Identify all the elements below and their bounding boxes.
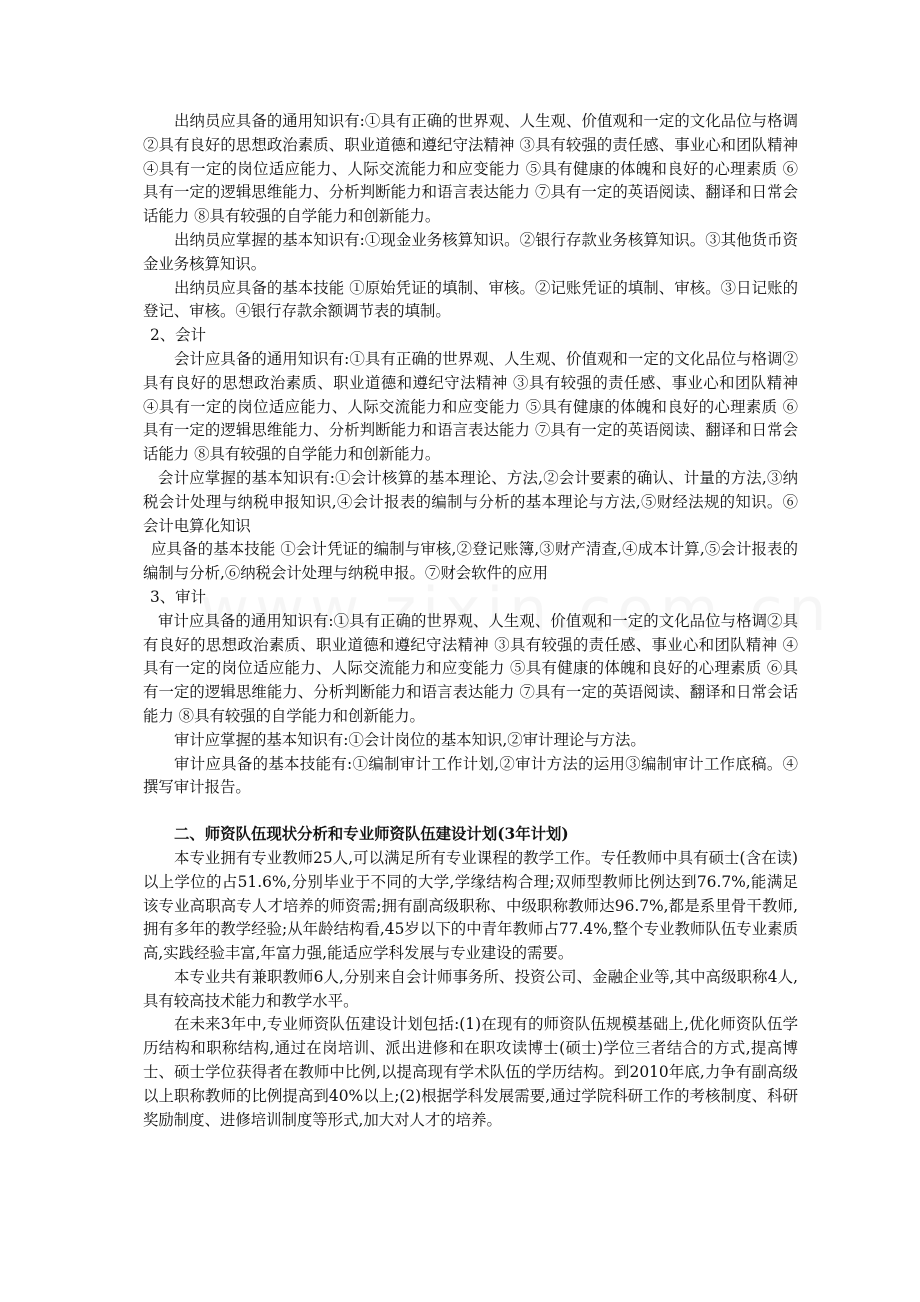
document-page bbox=[143, 110, 798, 1132]
cashier-basic-knowledge: 出纳员应掌握的基本知识有:①现金业务核算知识。②银行存款业务核算知识。③其他货币资金业务核算知识。 bbox=[143, 230, 798, 273]
audit-heading: 3、审计 bbox=[150, 587, 206, 606]
faculty-paragraph-3: 在未来3年中,专业师资队伍建设计划包括:(1)在现有的师资队伍规模基础上,优化师资队伍学历结构和职称结构,通过在岗培训、派出进修和在职攻读博士(硕士)学位三者结合的方式,提高博士、硕士学位获得者在教师中比例,以提高现有学术队伍的学历结构。到2010年底,力争有副高级以上职称教师的比例提高到40%以上;(2)根据学科发展需要,通过学院科研工作的考核制度、科研奖励制度、进修培训制度等形式,加大对人才的培养。 bbox=[143, 1015, 798, 1129]
audit-basic-skills: 审计应具备的基本技能有:①编制审计工作计划,②审计方法的运用③编制审计工作底稿。④撰写审计报告。 bbox=[143, 754, 798, 797]
faculty-section-title: 二、师资队伍现状分析和专业师资队伍建设计划(3年计划) bbox=[174, 825, 569, 844]
cashier-basic-skills: 出纳员应具备的基本技能 ①原始凭证的填制、审核。②记账凭证的填制、审核。③日记账的登记、审核。④银行存款余额调节表的填制。 bbox=[143, 278, 798, 321]
accounting-general-knowledge: 会计应具备的通用知识有:①具有正确的世界观、人生观、价值观和一定的文化品位与格调②具有良好的思想政治素质、职业道德和遵纪守法精神 ③具有较强的责任感、事业心和团队精神 ④具有一定的岗位适应能力、人际交流能力和应变能力 ⑤具有健康的体魄和良好的心理素质 ⑥具有一定的逻辑思维能力、分析判断能力和语言表达能力 ⑦具有一定的英语阅读、翻译和日常会话能力 ⑧具有较强的自学能力和创新能力。 bbox=[143, 349, 798, 464]
section-gap bbox=[143, 800, 798, 823]
audit-general-knowledge: 审计应具备的通用知识有:①具有正确的世界观、人生观、价值观和一定的文化品位与格调②具有良好的思想政治素质、职业道德和遵纪守法精神 ③具有较强的责任感、事业心和团队精神 ④具有一定的岗位适应能力、人际交流能力和应变能力 ⑤具有健康的体魄和良好的心理素质 ⑥具有一定的逻辑思维能力、分析判断能力和语言表达能力 ⑦具有一定的英语阅读、翻译和日常会话能力 ⑧具有较强的自学能力和创新能力。 bbox=[143, 611, 798, 725]
accounting-basic-skills: 应具备的基本技能 ①会计凭证的编制与审核,②登记账簿,③财产清查,④成本计算,⑤会计报表的编制与分析,⑥纳税会计处理与纳税申报。⑦财会软件的应用 bbox=[143, 540, 798, 583]
audit-basic-knowledge: 审计应掌握的基本知识有:①会计岗位的基本知识,②审计理论与方法。 bbox=[174, 730, 646, 749]
accounting-heading: 2、会计 bbox=[150, 326, 206, 345]
faculty-paragraph-2: 本专业共有兼职教师6人,分别来自会计师事务所、投资公司、金融企业等,其中高级职称4人,具有较高技术能力和教学水平。 bbox=[143, 967, 798, 1010]
faculty-paragraph-1: 本专业拥有专业教师25人,可以满足所有专业课程的教学工作。专任教师中具有硕士(含在读)以上学位的占51.6%,分别毕业于不同的大学,学缘结构合理;双师型教师比例达到76.7%,能满足该专业高职高专人才培养的师资需;拥有副高级职称、中级职称教师达96.7%,都是系里骨干教师,拥有多年的教学经验;从年龄结构看,45岁以下的中青年教师占77.4%,整个专业教师队伍专业素质高,实践经验丰富,年富力强,能适应学科发展与专业建设的需要。 bbox=[143, 848, 798, 963]
cashier-general-knowledge: 出纳员应具备的通用知识有:①具有正确的世界观、人生观、价值观和一定的文化品位与格调②具有良好的思想政治素质、职业道德和遵纪守法精神 ③具有较强的责任感、事业心和团队精神 ④具有一定的岗位适应能力、人际交流能力和应变能力 ⑤具有健康的体魄和良好的心理素质 ⑥具有一定的逻辑思维能力、分析判断能力和语言表达能力 ⑦具有一定的英语阅读、翻译和日常会话能力 ⑧具有较强的自学能力和创新能力。 bbox=[143, 112, 798, 226]
accounting-basic-knowledge: 会计应掌握的基本知识有:①会计核算的基本理论、方法,②会计要素的确认、计量的方法,③纳税会计处理与纳税申报知识,④会计报表的编制与分析的基本理论与方法,⑤财经法规的知识。⑥会计电算化知识 bbox=[143, 468, 798, 535]
